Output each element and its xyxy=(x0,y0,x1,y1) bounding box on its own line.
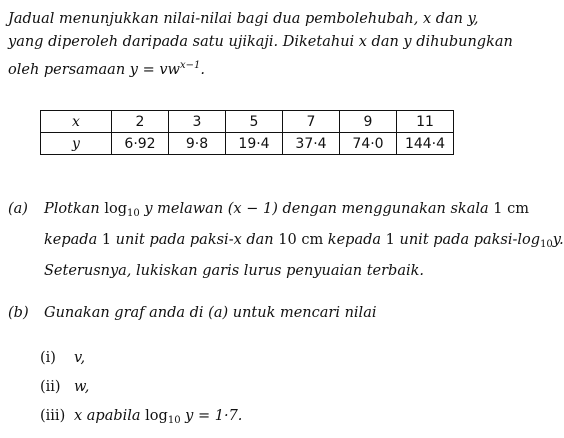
part-a xyxy=(8,196,564,284)
table-cell: 5 xyxy=(226,111,283,133)
table-cell: 19·4 xyxy=(226,133,283,155)
sub-item-iii: (iii) x apabila $\log_{10} y = 1\cdot 7$. xyxy=(40,408,243,426)
sub-item-ii: (ii) w, xyxy=(40,379,90,395)
part-b xyxy=(8,300,376,326)
intro-line-2: yang diperoleh daripada satu ujikaji. Diketahui x dan y dihubungkan xyxy=(8,34,513,50)
sub-item-i: (i) v, xyxy=(40,350,86,366)
part-a-line-3: Seterusnya, lukiskan garis lurus penyuaian terbaik. xyxy=(44,263,424,279)
intro-line-3-suffix: . xyxy=(200,61,205,78)
table-cell: 3 xyxy=(169,111,226,133)
table-cell: 7 xyxy=(283,111,340,133)
table-cell: 74·0 xyxy=(340,133,397,155)
question-intro xyxy=(8,8,538,82)
part-b-label: (b) xyxy=(8,305,29,321)
table-header-y: y xyxy=(41,133,112,155)
table-row-y xyxy=(41,133,454,155)
intro-line-1: Jadual menunjukkan nilai-nilai bagi dua pembolehubah, x dan y, xyxy=(8,11,479,27)
part-a-label: (a) xyxy=(8,201,28,217)
part-a-line-1: (a) Plotkan $\log_{10} y$ melawan (x − 1) dengan menggunakan skala 1 cm xyxy=(8,196,564,227)
equation-exponent: x−1 xyxy=(179,60,201,71)
table-cell: 9 xyxy=(340,111,397,133)
table-cell: 2 xyxy=(112,111,169,133)
table-cell: 9·8 xyxy=(169,133,226,155)
table-cell: 11 xyxy=(397,111,454,133)
table-cell: 144·4 xyxy=(397,133,454,155)
table-cell: 37·4 xyxy=(283,133,340,155)
table-row-x xyxy=(41,111,454,133)
data-table xyxy=(40,110,454,155)
table-cell: 6·92 xyxy=(112,133,169,155)
intro-line-3-prefix: oleh persamaan y = vw xyxy=(8,61,180,78)
intro-line-3 xyxy=(8,54,538,82)
part-b-text: Gunakan graf anda di (a) untuk mencari nilai xyxy=(44,305,377,321)
part-a-line-2: kepada 1 unit pada paksi-x dan 10 cm kepada 1 unit pada paksi-$\log_{10}y$. xyxy=(44,232,564,250)
table-header-x: x xyxy=(41,111,112,133)
